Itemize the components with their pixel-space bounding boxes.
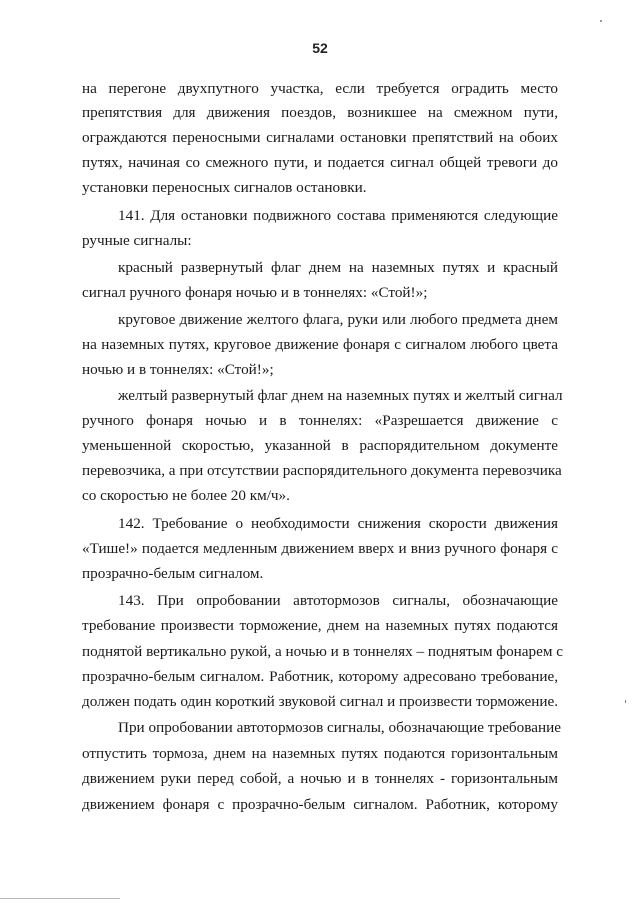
page-number: 52 — [312, 40, 328, 56]
text-line: ограждаются переносными сигналами остановки препятствий на обоих — [82, 129, 558, 146]
paragraph-141-start: 141. Для остановки подвижного состава применяются следующие — [118, 207, 558, 224]
text-line: путях, начиная со смежного пути, и подается сигнал общей тревоги до — [82, 154, 558, 171]
scan-edge-line — [0, 898, 120, 899]
text-line: на перегоне двухпутного участка, если требуется оградить место — [82, 80, 558, 97]
text-line: прозрачно-белым сигналом. — [82, 565, 264, 582]
text-line: установки переносных сигналов остановки. — [82, 179, 367, 196]
list-item-yellow-flag: желтый развернутый флаг днем на наземных путях и желтый сигнал — [118, 387, 563, 404]
text-line: ручные сигналы: — [82, 232, 192, 249]
text-line: на наземных путях, круговое движение фонаря с сигналом любого цвета — [82, 336, 558, 353]
text-line: со скоростью не более 20 км/ч». — [82, 487, 290, 504]
paragraph-142-start: 142. Требование о необходимости снижения скорости движения — [118, 515, 558, 532]
text-line: «Тише!» подается медленным движением вверх и вниз ручного фонаря с — [82, 540, 558, 557]
text-line: требование произвести торможение, днем на наземных путях подаются — [82, 617, 558, 634]
text-line: сигнал ручного фонаря ночью и в тоннелях: «Стой!»; — [82, 284, 428, 301]
scan-speck — [625, 700, 626, 703]
text-line: отпустить тормоза, днем на наземных путях подаются горизонтальным — [82, 745, 558, 762]
text-line: движением фонаря с прозрачно-белым сигналом. Работник, которому — [82, 796, 558, 813]
text-line: должен подать один короткий звуковой сигнал и произвести торможение. — [82, 693, 558, 710]
list-item-yellow-circle: круговое движение желтого флага, руки или любого предмета днем — [118, 311, 558, 328]
paragraph-143-start: 143. При опробовании автотормозов сигналы, обозначающие — [118, 592, 558, 609]
text-line: перевозчика, а при отсутствии распорядительного документа перевозчика — [82, 462, 562, 479]
text-line: ночью и в тоннелях: «Стой!»; — [82, 361, 274, 378]
text-line: поднятой вертикально рукой, а ночью и в тоннелях – поднятым фонарем с — [82, 643, 564, 660]
paragraph-release-start: При опробовании автотормозов сигналы, обозначающие требование — [118, 719, 561, 736]
scan-speck — [600, 20, 602, 22]
text-line: движением руки перед собой, а ночью и в тоннелях - горизонтальным — [82, 770, 558, 787]
list-item-red-flag: красный развернутый флаг днем на наземных путях и красный — [118, 259, 558, 276]
text-line: уменьшенной скоростью, указанной в распорядительном документе — [82, 437, 558, 454]
text-line: ручного фонаря ночью и в тоннелях: «Разрешается движение с — [82, 412, 558, 429]
text-line: прозрачно-белым сигналом. Работник, которому адресовано требование, — [82, 668, 558, 685]
text-line: препятствия для движения поездов, возникшее на смежном пути, — [82, 104, 558, 121]
